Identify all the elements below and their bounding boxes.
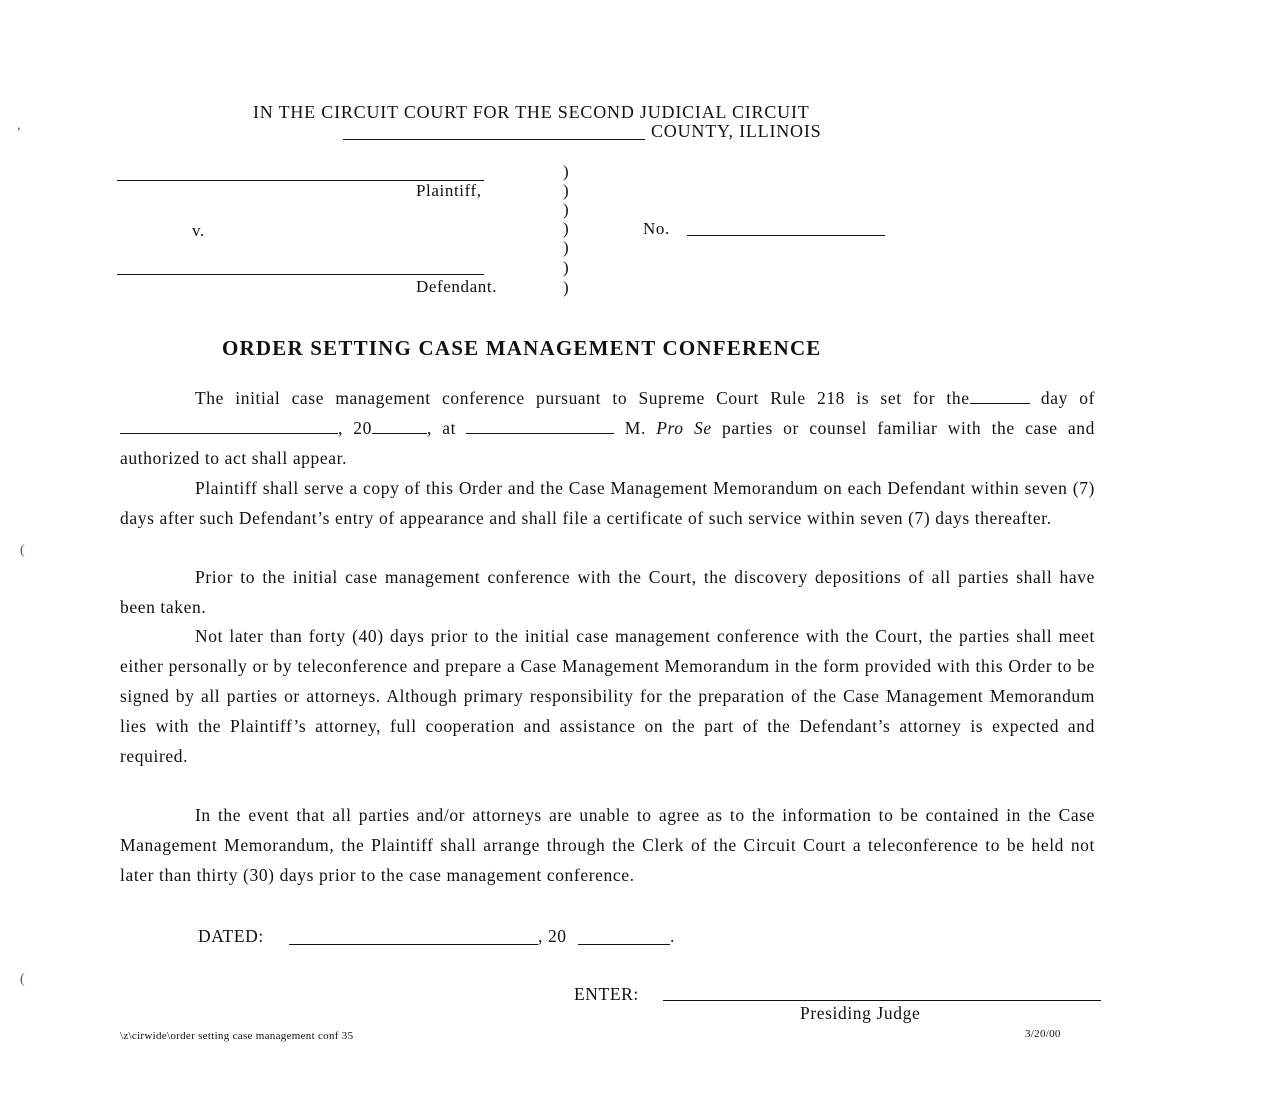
p5-text: In the event that all parties and/or attorneys are unable to agree as to the information to be contained in the Case Management Memorandum, the Plaintiff shall arrange through the Clerk of the Circuit Court a teleconference to be held not later than thirty (30) days prior to the case management conference. xyxy=(120,805,1095,885)
county-blank-line[interactable] xyxy=(343,139,645,140)
footer-date: 3/20/00 xyxy=(1025,1028,1061,1040)
caption-paren: ) xyxy=(563,181,569,200)
p2-text: Plaintiff shall serve a copy of this Order and the Case Management Memorandum on each Defendant within seven (7) days after such Defendant’s entry of appearance and shall file a certificate of such service within seven (7) days thereafter. xyxy=(120,478,1095,528)
caption-paren: ) xyxy=(563,162,569,181)
p4-text: Not later than forty (40) days prior to the initial case management conference with the Court, the parties shall meet either personally or by teleconference and prepare a Case Management Memorandum in the form provided with this Order to be signed by all parties or attorneys. Although primary responsibility for the preparation of the Case Management Memorandum lies with the Plaintiff’s attorney, full cooperation and assistance on the part of the Defendant’s attorney is expected and required. xyxy=(120,626,1095,766)
caption-paren: ) xyxy=(563,200,569,219)
court-header-line1: IN THE CIRCUIT COURT FOR THE SECOND JUDICIAL CIRCUIT xyxy=(253,102,810,122)
presiding-judge-label: Presiding Judge xyxy=(800,1003,921,1023)
p1-text-b: parties or counsel familiar with the case and authorized to act shall appear. xyxy=(120,418,1095,468)
caption-paren: ) xyxy=(563,219,569,238)
court-header-line2: COUNTY, ILLINOIS xyxy=(651,121,822,141)
caption-paren: ) xyxy=(563,238,569,257)
day-blank[interactable] xyxy=(970,388,1030,404)
paragraph-memorandum xyxy=(120,621,1095,771)
judge-signature-line[interactable] xyxy=(663,1000,1101,1001)
p1-text-a: The initial case management conference pursuant to Supreme Court Rule 218 is set for xyxy=(195,388,936,408)
p1-dayof: day of xyxy=(1040,388,1096,408)
versus-label: v. xyxy=(192,221,205,240)
paragraph-service xyxy=(120,473,1095,533)
month-blank[interactable] xyxy=(120,418,338,434)
caption-paren: ) xyxy=(563,258,569,277)
dated-label: DATED: xyxy=(198,926,264,946)
dated-year-line[interactable] xyxy=(578,944,670,945)
case-number-line[interactable] xyxy=(687,235,885,236)
enter-label: ENTER: xyxy=(574,984,639,1004)
order-title: ORDER SETTING CASE MANAGEMENT CONFERENCE xyxy=(222,336,822,360)
p1-prose: Pro Se xyxy=(656,418,712,438)
year-blank[interactable] xyxy=(372,418,427,434)
case-number-label: No. xyxy=(643,219,670,238)
paragraph-teleconference xyxy=(120,800,1095,890)
caption-paren: ) xyxy=(563,278,569,297)
defendant-label: Defendant. xyxy=(416,277,498,296)
scan-speck: ( xyxy=(20,972,25,987)
dated-blank-line[interactable] xyxy=(289,944,538,945)
p3-text: Prior to the initial case management conference with the Court, the discovery depositions of all parties shall have been taken. xyxy=(120,567,1095,617)
dated-end: . xyxy=(670,926,675,946)
p1-the: the xyxy=(946,388,970,408)
p1-m: M. xyxy=(624,418,646,438)
scan-speck: , xyxy=(17,118,21,133)
plaintiff-label: Plaintiff, xyxy=(416,181,482,200)
p1-20: , 20 xyxy=(338,418,372,438)
footer-file-path: \z\cirwide\order setting case management conf 35 xyxy=(120,1030,354,1042)
dated-year-prefix: , 20 xyxy=(538,926,567,946)
time-blank[interactable] xyxy=(466,418,614,434)
paragraph-depositions xyxy=(120,562,1095,622)
defendant-name-line[interactable] xyxy=(117,274,484,275)
scan-speck: ( xyxy=(20,543,25,558)
p1-at: , at xyxy=(427,418,457,438)
paragraph-initial-conference xyxy=(120,383,1095,473)
